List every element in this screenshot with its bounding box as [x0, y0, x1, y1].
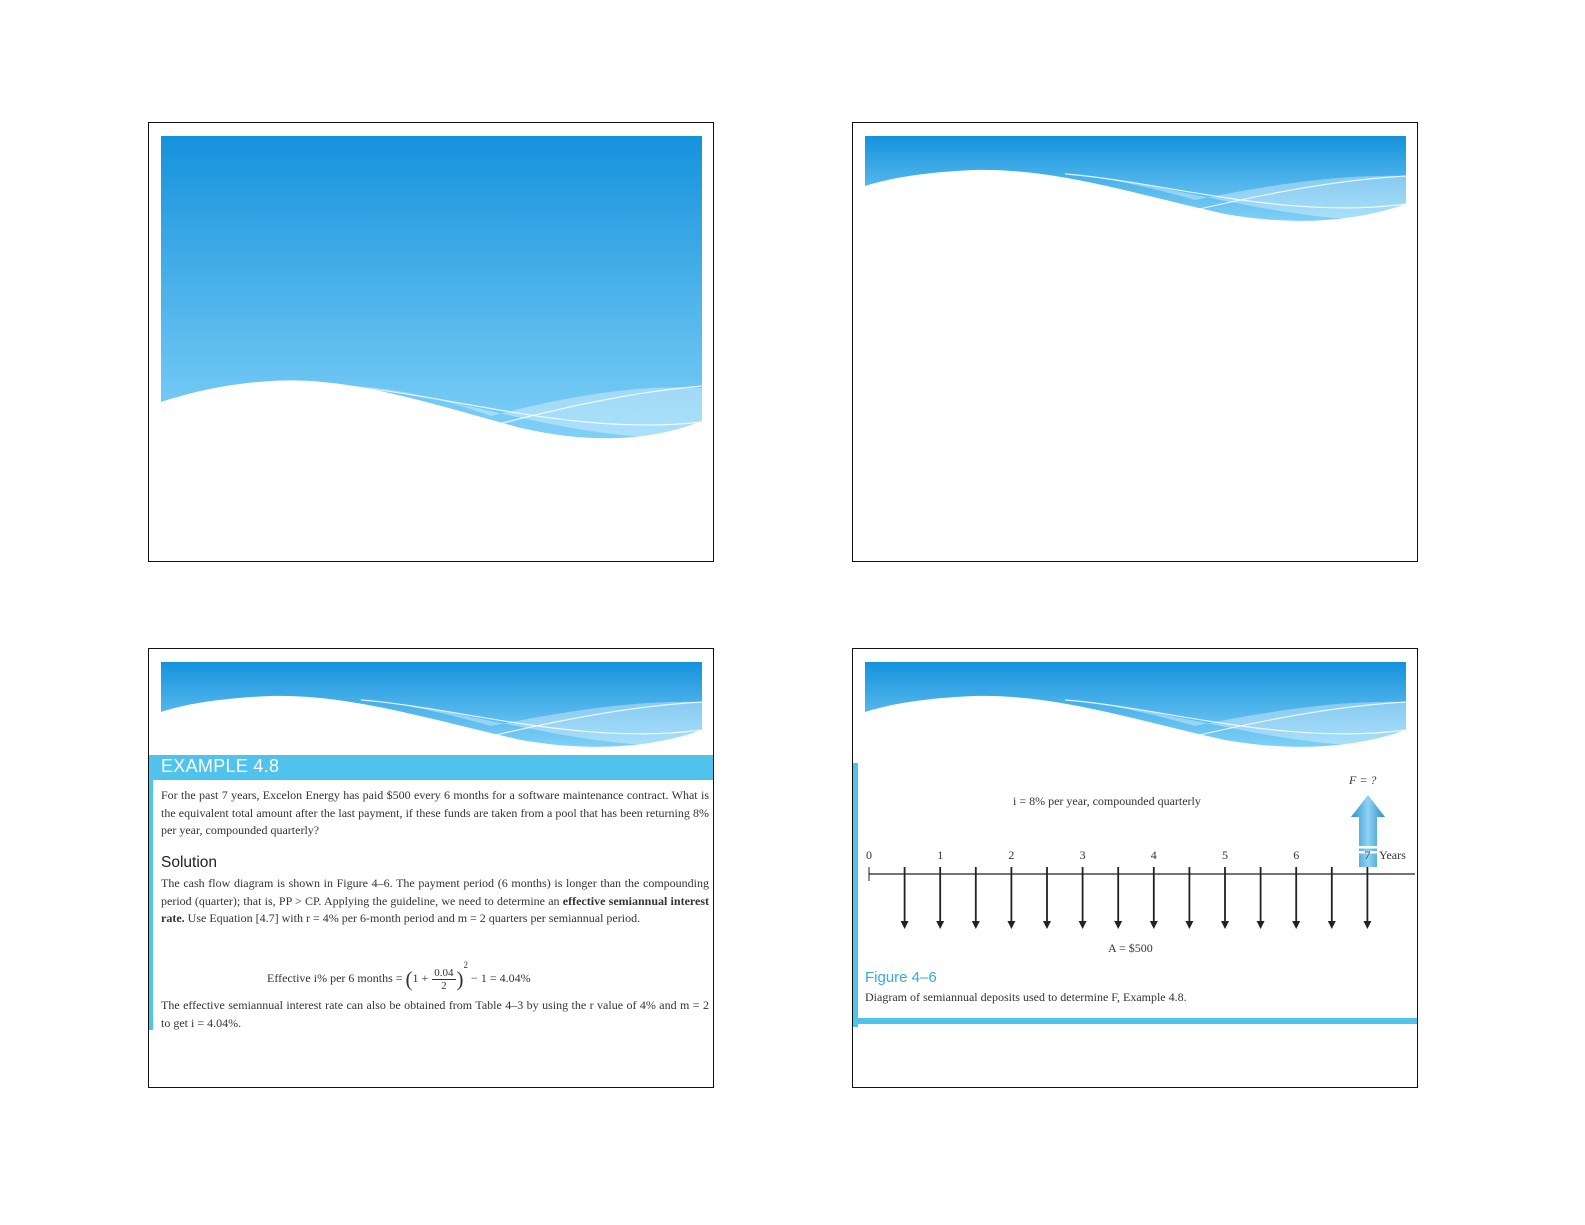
future-value-label: F = ?: [1349, 773, 1377, 787]
slide-1-title: [148, 122, 714, 562]
payment-arrow-14: [1363, 867, 1371, 929]
year-tick-1: 1: [937, 848, 944, 862]
equation-one-plus: 1 +: [412, 971, 429, 985]
year-tick-5: 5: [1222, 848, 1228, 862]
payment-arrow-4: [1007, 867, 1015, 929]
year-tick-2: 2: [1008, 848, 1015, 862]
payment-arrow-5: [1043, 867, 1051, 929]
payment-arrow-13: [1328, 867, 1336, 929]
solution-p1-bold: effective semiannual interest rate.: [161, 893, 709, 925]
equation-denominator: 2: [441, 979, 447, 992]
solution-paragraph-2: The effective semiannual interest rate can also be obtained from Table 4–3 by using the r value of 4% and m = 2 to get i = 4.04%.: [161, 998, 709, 1030]
payment-arrow-9: [1185, 867, 1193, 929]
solution-p1-after: Use Equation [4.7] with r = 4% per 6-month period and m = 2 quarters per semiannual period.: [184, 911, 641, 925]
year-tick-labels: [866, 848, 1370, 862]
slide-2-blank: [852, 122, 1418, 562]
payment-arrow-1: [901, 867, 909, 929]
payment-amount-label: A = $500: [1108, 941, 1153, 955]
equation-fraction: [432, 967, 455, 992]
interest-rate-label: i = 8% per year, compounded quarterly: [1013, 794, 1201, 808]
slide-3-example: [148, 648, 714, 1088]
axis-years-label: Years: [1379, 848, 1406, 862]
equation-lhs: Effective i% per 6 months =: [267, 971, 403, 985]
solution-p1-before: The cash flow diagram is shown in Figure 4–6. The payment period (6 months) is longer than the compounding period (quarter); that is, PP > CP. Applying the guideline, we need to determine an: [161, 876, 709, 908]
example-left-rule: [149, 780, 153, 1030]
payment-arrow-12: [1292, 867, 1300, 929]
payment-arrow-8: [1150, 867, 1158, 929]
year-tick-4: 4: [1150, 848, 1157, 862]
cash-flow-diagram: [853, 749, 1418, 969]
slide-3-banner: [161, 662, 702, 752]
year-tick-3: 3: [1079, 848, 1086, 862]
payment-arrows: [901, 867, 1372, 929]
figure-label: Figure 4–6: [865, 969, 937, 986]
year-tick-0: 0: [866, 848, 872, 862]
year-tick-6: 6: [1293, 848, 1300, 862]
payment-arrow-10: [1221, 867, 1229, 929]
effective-rate-equation: Effective i% per 6 months = (1 + $\frac{0.04}{2}$ )$^2$ − 1 = 4.04%: [267, 960, 531, 992]
slide-1-banner: [161, 136, 702, 442]
payment-arrow-6: [1079, 867, 1087, 929]
slide-4-figure: [852, 648, 1418, 1088]
equation-numerator: 0.04: [434, 966, 454, 979]
example-title: EXAMPLE 4.8: [161, 756, 280, 776]
payment-arrow-2: [936, 867, 944, 929]
figure-bottom-rule: [853, 1018, 1418, 1024]
equation-exponent: 2: [463, 960, 469, 970]
solution-paragraph-1: [161, 875, 709, 928]
slide-4-banner: [865, 662, 1406, 752]
solution-heading: Solution: [161, 854, 218, 871]
payment-arrow-11: [1257, 867, 1265, 929]
equation-rhs: − 1 = 4.04%: [471, 971, 531, 985]
payment-arrow-7: [1114, 867, 1122, 929]
year-tick-7: 7: [1364, 848, 1371, 862]
payment-arrow-3: [972, 867, 980, 929]
example-header-bar: [149, 755, 714, 780]
example-problem: For the past 7 years, Excelon Energy has paid $500 every 6 months for a software maintenance contract. What is the equivalent total amount after the last payment, if these funds are taken from a pool that has been returning 8% per year, compounded quarterly?: [161, 788, 709, 837]
figure-caption: Diagram of semiannual deposits used to determine F, Example 4.8.: [865, 990, 1187, 1004]
slide-2-banner: [865, 136, 1406, 226]
